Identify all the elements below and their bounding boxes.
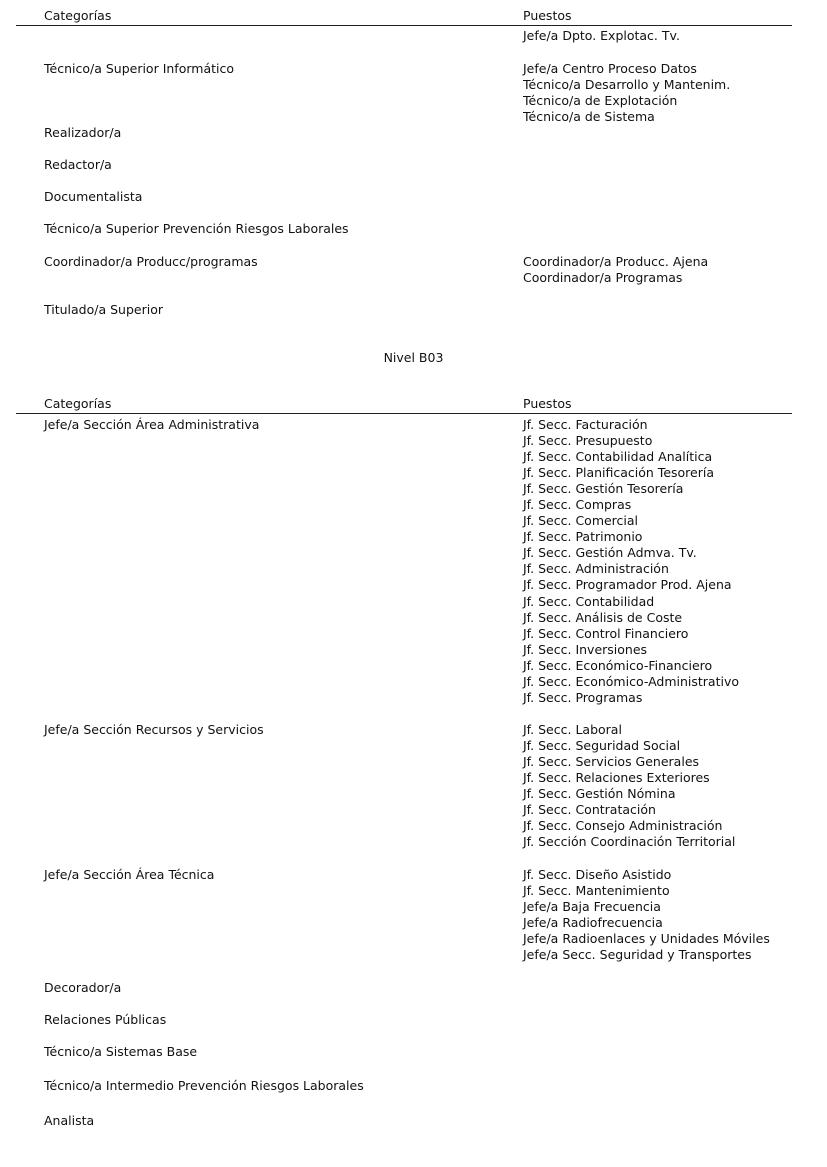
puestos-list [523, 417, 739, 706]
puestos-list [523, 722, 735, 850]
puesto-item: Jf. Sección Coordinación Territorial [523, 834, 736, 850]
puesto-item: Técnico/a de Explotación [523, 93, 678, 109]
puesto-item: Jf. Secc. Administración [523, 561, 669, 577]
level-title: Nivel B03 [383, 350, 444, 365]
categoria-item: Técnico/a Superior Informático [44, 61, 234, 76]
puesto-item: Jf. Secc. Servicios Generales [523, 754, 700, 770]
categoria-item: Decorador/a [44, 980, 122, 995]
puesto-item: Jefe/a Secc. Seguridad y Transportes [523, 947, 752, 963]
categoria-item: Documentalista [44, 189, 143, 204]
puestos-list [523, 867, 770, 963]
puesto-item: Jf. Secc. Relaciones Exteriores [523, 770, 710, 786]
puesto-item: Jf. Secc. Seguridad Social [523, 738, 681, 754]
categoria-item: Realizador/a [44, 125, 122, 140]
puesto-item: Jf. Secc. Económico-Financiero [523, 657, 713, 673]
categoria-item: Titulado/a Superior [44, 302, 163, 317]
puesto-item: Jf. Secc. Planificación Tesorería [523, 465, 714, 481]
puestos-list [523, 61, 730, 125]
categoria-item: Técnico/a Superior Prevención Riesgos Laborales [44, 221, 349, 236]
puesto-item: Jf. Secc. Compras [523, 497, 632, 513]
puesto-item: Jf. Secc. Consejo Administración [523, 818, 723, 834]
categoria-item: Jefe/a Sección Área Administrativa [44, 417, 260, 432]
puesto-item: Técnico/a Desarrollo y Mantenim. [523, 77, 731, 93]
header-divider [16, 413, 792, 414]
header-divider [16, 25, 792, 26]
puesto-item: Técnico/a de Sistema [523, 109, 655, 125]
puesto-item: Jf. Secc. Mantenimiento [523, 883, 670, 899]
header-puestos: Puestos [523, 396, 572, 411]
header-puestos: Puestos [523, 8, 572, 23]
puesto-item: Jf. Secc. Presupuesto [523, 433, 653, 449]
puesto-item: Jf. Secc. Patrimonio [523, 529, 643, 545]
categoria-item: Analista [44, 1113, 95, 1128]
puesto-item: Jf. Secc. Programas [523, 689, 643, 705]
puesto-item: Jefe/a Centro Proceso Datos [523, 61, 697, 76]
header-categorias: Categorías [44, 396, 112, 411]
puestos-list [523, 254, 708, 286]
puesto-item: Jf. Secc. Gestión Admva. Tv. [523, 545, 697, 561]
categoria-item: Jefe/a Sección Área Técnica [44, 867, 215, 882]
puesto-item: Jf. Secc. Económico-Administrativo [523, 673, 740, 689]
puesto-item: Jf. Secc. Facturación [523, 417, 648, 432]
categoria-item: Redactor/a [44, 157, 112, 172]
categoria-item: Coordinador/a Producc/programas [44, 254, 258, 269]
puesto-item: Jf. Secc. Gestión Tesorería [523, 481, 684, 497]
puesto-item: Jf. Secc. Comercial [523, 513, 639, 529]
categoria-item: Relaciones Públicas [44, 1012, 167, 1027]
puesto-item: Jf. Secc. Inversiones [523, 641, 648, 657]
puesto-item: Jf. Secc. Control Financiero [523, 625, 689, 641]
categoria-item: Técnico/a Intermedio Prevención Riesgos Laborales [44, 1078, 364, 1093]
puesto-item: Jf. Secc. Laboral [523, 722, 622, 737]
puesto-item: Jefe/a Baja Frecuencia [523, 899, 661, 915]
puesto-item: Jf. Secc. Contabilidad [523, 593, 655, 609]
puesto-item: Coordinador/a Programas [523, 270, 683, 286]
puesto-item: Coordinador/a Producc. Ajena [523, 254, 709, 269]
puesto-item: Jefe/a Radiofrecuencia [523, 915, 663, 931]
puesto-item: Jf. Secc. Contabilidad Analítica [523, 449, 713, 465]
puesto-item: Jf. Secc. Gestión Nómina [523, 786, 676, 802]
categoria-item: Técnico/a Sistemas Base [44, 1044, 198, 1059]
categoria-item: Jefe/a Sección Recursos y Servicios [44, 722, 264, 737]
puesto-item: Jf. Secc. Diseño Asistido [523, 867, 672, 882]
puesto-item: Jefe/a Radioenlaces y Unidades Móviles [523, 931, 770, 947]
puesto-item: Jf. Secc. Programador Prod. Ajena [523, 577, 732, 593]
puesto-item: Jf. Secc. Contratación [523, 802, 656, 818]
puesto-item: Jefe/a Dpto. Explotac. Tv. [523, 28, 680, 43]
puesto-item: Jf. Secc. Análisis de Coste [523, 609, 683, 625]
header-categorias: Categorías [44, 8, 112, 23]
